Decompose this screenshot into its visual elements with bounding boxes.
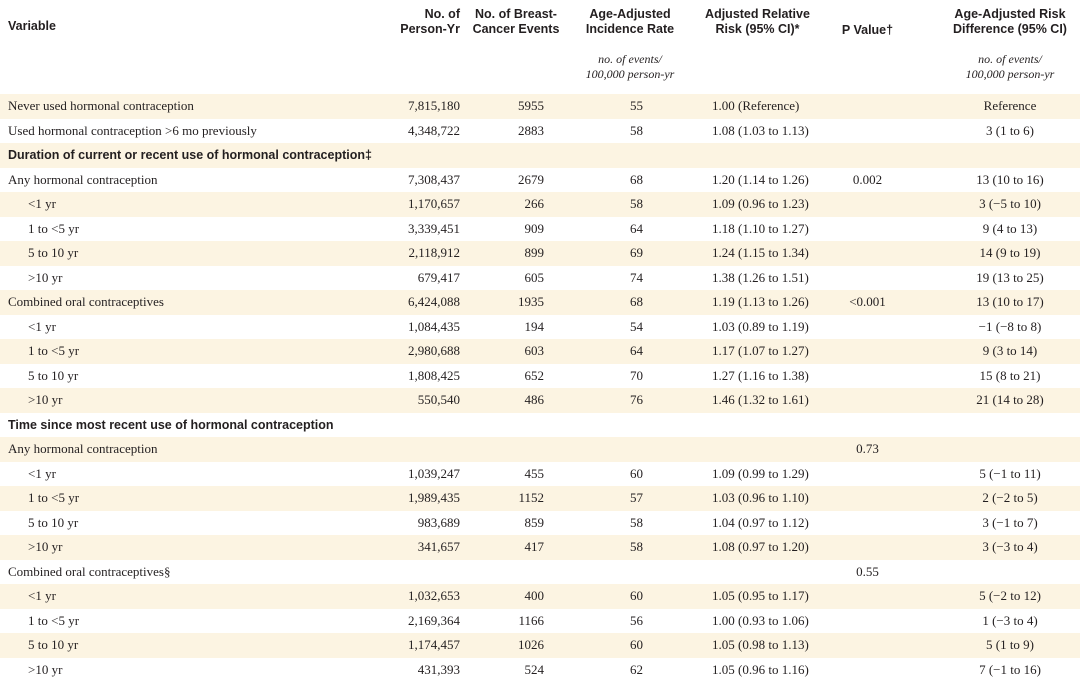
cell-p-value — [815, 266, 920, 291]
cell-relative-risk — [700, 143, 815, 168]
cell-risk-difference — [920, 413, 1080, 438]
cell-events — [460, 143, 560, 168]
cell-variable: Any hormonal contraception — [0, 437, 375, 462]
cell-variable: 1 to <5 yr — [0, 486, 375, 511]
cell-risk-difference: 5 (1 to 9) — [920, 633, 1080, 658]
cell-p-value — [815, 94, 920, 119]
cell-risk-difference — [920, 560, 1080, 585]
cell-variable: >10 yr — [0, 266, 375, 291]
table-row — [0, 535, 1080, 560]
header-relative-risk-line2: Risk (95% CI)* — [700, 22, 815, 37]
cell-events: 417 — [460, 535, 560, 560]
cell-person-yr: 3,339,451 — [375, 217, 460, 242]
table-row — [0, 168, 1080, 193]
cell-variable: >10 yr — [0, 535, 375, 560]
cell-incidence-rate — [560, 413, 700, 438]
cell-events: 266 — [460, 192, 560, 217]
cell-incidence-rate: 56 — [560, 609, 700, 634]
cell-events: 5955 — [460, 94, 560, 119]
header-person-yr-line1: No. of — [375, 7, 460, 22]
cell-risk-difference: Reference — [920, 94, 1080, 119]
cell-person-yr: 679,417 — [375, 266, 460, 291]
table-row — [0, 241, 1080, 266]
cell-p-value — [815, 192, 920, 217]
subheader-risk-diff-units — [920, 52, 1080, 94]
cell-p-value — [815, 388, 920, 413]
cell-relative-risk: 1.05 (0.98 to 1.13) — [700, 633, 815, 658]
cell-variable: Combined oral contraceptives — [0, 290, 375, 315]
cell-p-value — [815, 413, 920, 438]
table-row — [0, 339, 1080, 364]
cell-variable: Never used hormonal contraception — [0, 94, 375, 119]
cell-events — [460, 413, 560, 438]
subheader-incidence-line1: no. of events/ — [560, 52, 700, 67]
cell-person-yr: 2,980,688 — [375, 339, 460, 364]
table-row — [0, 560, 1080, 585]
table-row — [0, 364, 1080, 389]
cell-relative-risk: 1.18 (1.10 to 1.27) — [700, 217, 815, 242]
cell-variable: 5 to 10 yr — [0, 511, 375, 536]
table-row — [0, 658, 1080, 682]
cell-variable: Combined oral contraceptives§ — [0, 560, 375, 585]
cell-risk-difference: 21 (14 to 28) — [920, 388, 1080, 413]
cell-relative-risk: 1.46 (1.32 to 1.61) — [700, 388, 815, 413]
cell-events: 524 — [460, 658, 560, 682]
cell-relative-risk — [700, 413, 815, 438]
subheader-risk-diff-line1: no. of events/ — [940, 52, 1080, 67]
cell-incidence-rate: 68 — [560, 168, 700, 193]
cell-events: 899 — [460, 241, 560, 266]
cell-person-yr: 1,808,425 — [375, 364, 460, 389]
cell-events: 859 — [460, 511, 560, 536]
cell-incidence-rate: 58 — [560, 511, 700, 536]
cell-events: 194 — [460, 315, 560, 340]
cell-events: 486 — [460, 388, 560, 413]
cell-risk-difference: 5 (−1 to 11) — [920, 462, 1080, 487]
cell-relative-risk: 1.09 (0.96 to 1.23) — [700, 192, 815, 217]
cell-p-value — [815, 609, 920, 634]
cell-risk-difference: 19 (13 to 25) — [920, 266, 1080, 291]
cell-incidence-rate: 64 — [560, 217, 700, 242]
subheader-rr-empty — [700, 52, 815, 94]
cell-person-yr: 1,032,653 — [375, 584, 460, 609]
cell-incidence-rate: 55 — [560, 94, 700, 119]
table-row — [0, 388, 1080, 413]
cell-variable: 5 to 10 yr — [0, 364, 375, 389]
header-relative-risk — [700, 0, 815, 52]
cell-variable: 1 to <5 yr — [0, 217, 375, 242]
header-risk-diff — [920, 0, 1080, 52]
subheader-variable-empty — [0, 52, 375, 94]
cell-relative-risk: 1.00 (0.93 to 1.06) — [700, 609, 815, 634]
cell-incidence-rate: 69 — [560, 241, 700, 266]
cell-person-yr: 431,393 — [375, 658, 460, 682]
table-row — [0, 462, 1080, 487]
cell-risk-difference: 13 (10 to 17) — [920, 290, 1080, 315]
cell-variable: <1 yr — [0, 584, 375, 609]
cell-person-yr: 341,657 — [375, 535, 460, 560]
table-row — [0, 266, 1080, 291]
cell-events: 603 — [460, 339, 560, 364]
cell-variable: >10 yr — [0, 388, 375, 413]
cell-events: 909 — [460, 217, 560, 242]
cell-risk-difference: 3 (−5 to 10) — [920, 192, 1080, 217]
cell-risk-difference: 15 (8 to 21) — [920, 364, 1080, 389]
section-heading-row — [0, 413, 1080, 438]
cell-p-value — [815, 119, 920, 144]
cell-p-value: 0.002 — [815, 168, 920, 193]
cell-p-value: <0.001 — [815, 290, 920, 315]
cell-variable: Duration of current or recent use of hormonal contraception‡ — [0, 143, 375, 168]
cell-p-value — [815, 511, 920, 536]
cell-risk-difference: 2 (−2 to 5) — [920, 486, 1080, 511]
cell-variable: 5 to 10 yr — [0, 633, 375, 658]
cell-p-value — [815, 364, 920, 389]
cell-person-yr: 7,308,437 — [375, 168, 460, 193]
header-person-yr — [375, 0, 460, 52]
cell-incidence-rate: 74 — [560, 266, 700, 291]
cell-incidence-rate: 58 — [560, 192, 700, 217]
cell-variable: Any hormonal contraception — [0, 168, 375, 193]
cell-events: 1166 — [460, 609, 560, 634]
table-row — [0, 584, 1080, 609]
header-relative-risk-line1: Adjusted Relative — [700, 7, 815, 22]
header-events — [460, 0, 560, 52]
table-row — [0, 217, 1080, 242]
cell-relative-risk: 1.08 (0.97 to 1.20) — [700, 535, 815, 560]
table-row — [0, 633, 1080, 658]
cell-p-value — [815, 535, 920, 560]
cell-p-value — [815, 143, 920, 168]
cell-variable: 5 to 10 yr — [0, 241, 375, 266]
cell-p-value — [815, 315, 920, 340]
header-variable: Variable — [0, 0, 375, 52]
cell-relative-risk: 1.08 (1.03 to 1.13) — [700, 119, 815, 144]
cell-risk-difference: 14 (9 to 19) — [920, 241, 1080, 266]
cell-incidence-rate: 58 — [560, 119, 700, 144]
cell-person-yr: 983,689 — [375, 511, 460, 536]
cell-p-value — [815, 658, 920, 682]
cell-person-yr — [375, 413, 460, 438]
cell-risk-difference: 7 (−1 to 16) — [920, 658, 1080, 682]
header-risk-diff-line1: Age-Adjusted Risk — [940, 7, 1080, 22]
cell-risk-difference: 1 (−3 to 4) — [920, 609, 1080, 634]
cell-relative-risk: 1.19 (1.13 to 1.26) — [700, 290, 815, 315]
table-row — [0, 290, 1080, 315]
cell-variable: <1 yr — [0, 315, 375, 340]
cell-incidence-rate: 70 — [560, 364, 700, 389]
cell-p-value — [815, 241, 920, 266]
cell-risk-difference: −1 (−8 to 8) — [920, 315, 1080, 340]
cell-incidence-rate: 76 — [560, 388, 700, 413]
cell-risk-difference: 3 (1 to 6) — [920, 119, 1080, 144]
cell-person-yr: 2,118,912 — [375, 241, 460, 266]
header-events-line2: Cancer Events — [472, 22, 560, 37]
cell-relative-risk: 1.05 (0.96 to 1.16) — [700, 658, 815, 682]
cell-incidence-rate: 58 — [560, 535, 700, 560]
cell-person-yr: 6,424,088 — [375, 290, 460, 315]
cell-incidence-rate: 60 — [560, 584, 700, 609]
cell-events: 455 — [460, 462, 560, 487]
cell-relative-risk: 1.24 (1.15 to 1.34) — [700, 241, 815, 266]
cell-p-value: 0.55 — [815, 560, 920, 585]
cell-person-yr: 1,174,457 — [375, 633, 460, 658]
cell-incidence-rate — [560, 437, 700, 462]
table-row — [0, 511, 1080, 536]
cell-events: 2883 — [460, 119, 560, 144]
cell-relative-risk: 1.03 (0.96 to 1.10) — [700, 486, 815, 511]
cell-p-value: 0.73 — [815, 437, 920, 462]
cell-incidence-rate — [560, 143, 700, 168]
cell-risk-difference — [920, 437, 1080, 462]
cell-p-value — [815, 584, 920, 609]
cell-incidence-rate: 60 — [560, 633, 700, 658]
header-person-yr-line2: Person-Yr — [375, 22, 460, 37]
subheader-incidence-line2: 100,000 person-yr — [560, 67, 700, 82]
cell-relative-risk: 1.05 (0.95 to 1.17) — [700, 584, 815, 609]
cell-events — [460, 437, 560, 462]
table-row — [0, 315, 1080, 340]
cell-incidence-rate: 64 — [560, 339, 700, 364]
header-incidence — [560, 0, 700, 52]
cell-variable: >10 yr — [0, 658, 375, 682]
table-row — [0, 192, 1080, 217]
cell-risk-difference: 3 (−3 to 4) — [920, 535, 1080, 560]
cell-person-yr: 1,039,247 — [375, 462, 460, 487]
cell-person-yr: 2,169,364 — [375, 609, 460, 634]
cell-variable: Time since most recent use of hormonal contraception — [0, 413, 375, 438]
table-header — [0, 0, 1080, 94]
table-row — [0, 94, 1080, 119]
cell-person-yr: 1,170,657 — [375, 192, 460, 217]
cell-risk-difference: 3 (−1 to 7) — [920, 511, 1080, 536]
cell-relative-risk: 1.09 (0.99 to 1.29) — [700, 462, 815, 487]
cell-variable: 1 to <5 yr — [0, 609, 375, 634]
cell-relative-risk — [700, 560, 815, 585]
cell-p-value — [815, 633, 920, 658]
cell-relative-risk: 1.03 (0.89 to 1.19) — [700, 315, 815, 340]
cell-p-value — [815, 486, 920, 511]
cell-events — [460, 560, 560, 585]
cell-relative-risk — [700, 437, 815, 462]
cell-events: 2679 — [460, 168, 560, 193]
cell-relative-risk: 1.17 (1.07 to 1.27) — [700, 339, 815, 364]
cell-risk-difference — [920, 143, 1080, 168]
cell-events: 605 — [460, 266, 560, 291]
cell-relative-risk: 1.00 (Reference) — [700, 94, 815, 119]
cell-events: 1026 — [460, 633, 560, 658]
header-p-value: P Value† — [815, 0, 920, 52]
table-row — [0, 486, 1080, 511]
cell-relative-risk: 1.20 (1.14 to 1.26) — [700, 168, 815, 193]
cell-risk-difference: 5 (−2 to 12) — [920, 584, 1080, 609]
cell-events: 652 — [460, 364, 560, 389]
cell-incidence-rate: 57 — [560, 486, 700, 511]
cell-variable: <1 yr — [0, 192, 375, 217]
table-row — [0, 119, 1080, 144]
header-risk-diff-line2: Difference (95% CI) — [940, 22, 1080, 37]
cell-events: 1152 — [460, 486, 560, 511]
header-incidence-line1: Age-Adjusted — [560, 7, 700, 22]
table-row — [0, 437, 1080, 462]
cell-person-yr — [375, 560, 460, 585]
cell-person-yr: 7,815,180 — [375, 94, 460, 119]
cell-person-yr: 1,989,435 — [375, 486, 460, 511]
header-incidence-line2: Incidence Rate — [560, 22, 700, 37]
table-body — [0, 94, 1080, 682]
cell-incidence-rate — [560, 560, 700, 585]
cell-variable: Used hormonal contraception >6 mo previously — [0, 119, 375, 144]
subheader-person-yr-empty — [375, 52, 460, 94]
cell-incidence-rate: 54 — [560, 315, 700, 340]
cell-person-yr — [375, 437, 460, 462]
cell-events: 1935 — [460, 290, 560, 315]
cell-incidence-rate: 62 — [560, 658, 700, 682]
subheader-p-empty — [815, 52, 920, 94]
cell-risk-difference: 13 (10 to 16) — [920, 168, 1080, 193]
cell-incidence-rate: 60 — [560, 462, 700, 487]
cell-risk-difference: 9 (3 to 14) — [920, 339, 1080, 364]
cell-variable: <1 yr — [0, 462, 375, 487]
cell-p-value — [815, 217, 920, 242]
table-row — [0, 609, 1080, 634]
header-events-line1: No. of Breast- — [472, 7, 560, 22]
cell-incidence-rate: 68 — [560, 290, 700, 315]
section-heading-row — [0, 143, 1080, 168]
cell-risk-difference: 9 (4 to 13) — [920, 217, 1080, 242]
subheader-risk-diff-line2: 100,000 person-yr — [940, 67, 1080, 82]
cell-relative-risk: 1.27 (1.16 to 1.38) — [700, 364, 815, 389]
subheader-incidence-units — [560, 52, 700, 94]
subheader-events-empty — [460, 52, 560, 94]
cell-variable: 1 to <5 yr — [0, 339, 375, 364]
cell-p-value — [815, 462, 920, 487]
cell-relative-risk: 1.38 (1.26 to 1.51) — [700, 266, 815, 291]
cell-events: 400 — [460, 584, 560, 609]
cell-relative-risk: 1.04 (0.97 to 1.12) — [700, 511, 815, 536]
cell-person-yr: 4,348,722 — [375, 119, 460, 144]
cell-person-yr — [375, 143, 460, 168]
cell-person-yr: 550,540 — [375, 388, 460, 413]
cell-person-yr: 1,084,435 — [375, 315, 460, 340]
cell-p-value — [815, 339, 920, 364]
